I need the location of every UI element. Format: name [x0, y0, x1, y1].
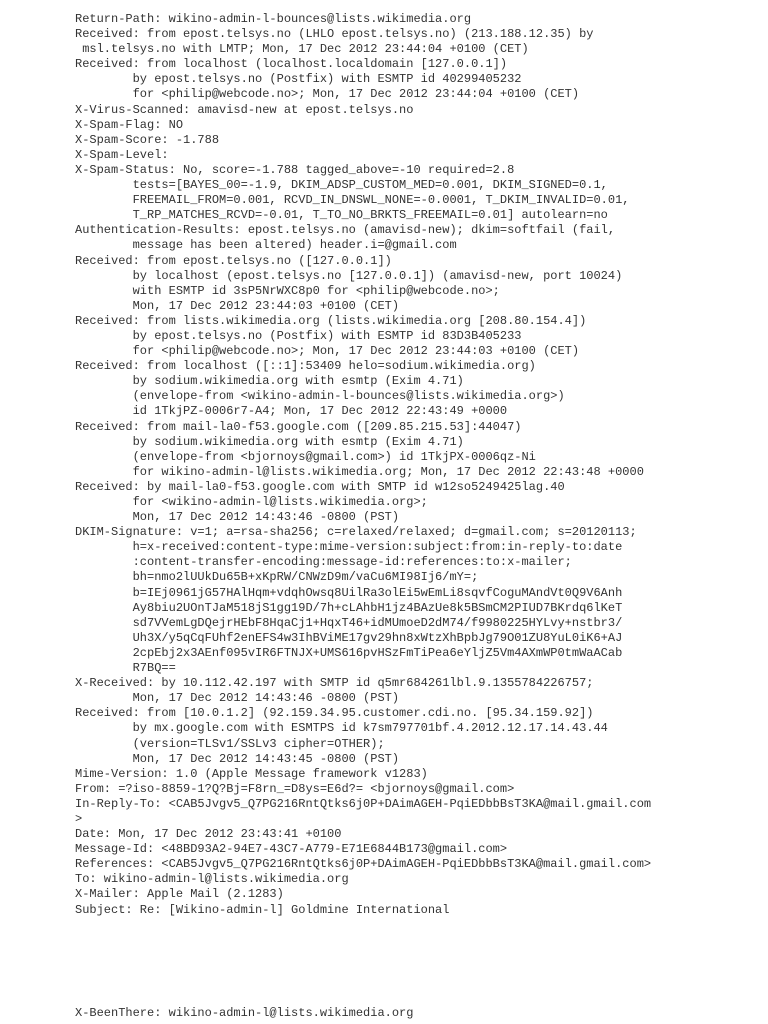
header-line: FREEMAIL_FROM=0.001, RCVD_IN_DNSWL_NONE=-0.0001, T_DKIM_INVALID=0.01,: [75, 193, 630, 208]
email-headers-block: [75, 12, 765, 918]
header-line: with ESMTP id 3sP5NrWXC8p0 for <philip@webcode.no>;: [75, 283, 500, 298]
header-line: by localhost (epost.telsys.no [127.0.0.1]) (amavisd-new, port 10024): [75, 268, 623, 283]
header-line: R7BQ==: [75, 661, 176, 676]
header-line: X-Spam-Score: -1.788: [75, 132, 220, 147]
header-line: From: =?iso-8859-1?Q?Bj=F8rn_=D8ys=E6d?= <bjornoys@gmail.com>: [75, 781, 515, 796]
header-line: In-Reply-To: <CAB5Jvgv5_Q7PG216RntQtks6j0P+DAimAGEH-PqiEDbbBsT3KA@mail.gmail.com: [75, 796, 652, 811]
header-line: Mon, 17 Dec 2012 14:43:46 -0800 (PST): [75, 691, 400, 706]
header-line: T_RP_MATCHES_RCVD=-0.01, T_TO_NO_BRKTS_FREEMAIL=0.01] autolearn=no: [75, 208, 608, 223]
header-line: 2cpEbj2x3AEnf095vIR6FTNJX+UMS616pvHSzFmTiPea6eYljZ5Vm4AXmWP0tmWaACab: [75, 645, 623, 660]
header-line: X-Virus-Scanned: amavisd-new at epost.telsys.no: [75, 102, 414, 117]
header-line: msl.telsys.no with LMTP; Mon, 17 Dec 2012 23:44:04 +0100 (CET): [75, 42, 529, 57]
header-line: Received: from epost.telsys.no (LHLO epost.telsys.no) (213.188.12.35) by: [75, 27, 594, 42]
header-line: Ay8biu2UOnTJaM518jS1gg19D/7h+cLAhbH1jz4BAzUe8k5BSmCM2PIUD7BKrdq6lKeT: [75, 600, 623, 615]
header-line: bh=nmo2lUUkDu65B+xKpRW/CNWzD9m/vaCu6MI98Ij6/mY=;: [75, 570, 479, 585]
header-line: (version=TLSv1/SSLv3 cipher=OTHER);: [75, 736, 385, 751]
header-line: b=IEj0961jG57HAlHqm+vdqhOwsq8UilRa3olEi5wEmLi8sqvfCoguMAndVt0Q9V6Anh: [75, 585, 623, 600]
header-line: Message-Id: <48BD93A2-94E7-43C7-A779-E71E6844B173@gmail.com>: [75, 842, 508, 857]
header-line: Received: from [10.0.1.2] (92.159.34.95.customer.cdi.no. [95.34.159.92]): [75, 706, 594, 721]
header-line: for wikino-admin-l@lists.wikimedia.org; Mon, 17 Dec 2012 22:43:48 +0000: [75, 464, 644, 479]
header-line: (envelope-from <wikino-admin-l-bounces@lists.wikimedia.org>): [75, 389, 565, 404]
header-line: Authentication-Results: epost.telsys.no (amavisd-new); dkim=softfail (fail,: [75, 223, 616, 238]
header-line: Received: from epost.telsys.no ([127.0.0.1]): [75, 253, 392, 268]
header-line: Date: Mon, 17 Dec 2012 23:43:41 +0100: [75, 827, 342, 842]
header-line: Mime-Version: 1.0 (Apple Message framework v1283): [75, 766, 428, 781]
header-line: Received: from mail-la0-f53.google.com ([209.85.215.53]:44047): [75, 419, 522, 434]
header-line: by mx.google.com with ESMTPS id k7sm797701bf.4.2012.12.17.14.43.44: [75, 721, 608, 736]
header-line: X-Spam-Status: No, score=-1.788 tagged_above=-10 required=2.8: [75, 162, 515, 177]
header-line: References: <CAB5Jvgv5_Q7PG216RntQtks6j0P+DAimAGEH-PqiEDbbBsT3KA@mail.gmail.com>: [75, 857, 652, 872]
header-line: by epost.telsys.no (Postfix) with ESMTP id 83D3B405233: [75, 328, 522, 343]
header-line: Mon, 17 Dec 2012 14:43:45 -0800 (PST): [75, 751, 400, 766]
header-line: Subject: Re: [Wikino-admin-l] Goldmine International: [75, 902, 450, 917]
header-line: Received: from lists.wikimedia.org (lists.wikimedia.org [208.80.154.4]): [75, 313, 587, 328]
header-line: Received: from localhost ([::1]:53409 helo=sodium.wikimedia.org): [75, 359, 536, 374]
header-line: message has been altered) header.i=@gmail.com: [75, 238, 457, 253]
header-line: for <philip@webcode.no>; Mon, 17 Dec 2012 23:44:03 +0100 (CET): [75, 344, 580, 359]
header-line: (envelope-from <bjornoys@gmail.com>) id 1TkjPX-0006qz-Ni: [75, 449, 536, 464]
header-line: Mon, 17 Dec 2012 23:44:03 +0100 (CET): [75, 298, 400, 313]
header-line: by sodium.wikimedia.org with esmtp (Exim 4.71): [75, 374, 464, 389]
header-line: To: wikino-admin-l@lists.wikimedia.org: [75, 872, 349, 887]
header-line: X-Spam-Level:: [75, 147, 169, 162]
header-line: X-Spam-Flag: NO: [75, 117, 184, 132]
header-line: Received: by mail-la0-f53.google.com with SMTP id w12so5249425lag.40: [75, 479, 565, 494]
header-line: X-Mailer: Apple Mail (2.1283): [75, 887, 284, 902]
header-line: Uh3X/y5qCqFUhf2enEFS4w3IhBViME17gv29hn8xWtzXhBpbJg79O01ZU8YuL0iK6+AJ: [75, 630, 623, 645]
header-line: Return-Path: wikino-admin-l-bounces@lists.wikimedia.org: [75, 12, 472, 26]
header-line: >: [75, 811, 83, 826]
header-line: X-Received: by 10.112.42.197 with SMTP id q5mr684261lbl.9.1355784226757;: [75, 676, 594, 691]
header-line: h=x-received:content-type:mime-version:subject:from:in-reply-to:date: [75, 540, 623, 555]
header-line: tests=[BAYES_00=-1.9, DKIM_ADSP_CUSTOM_MED=0.001, DKIM_SIGNED=0.1,: [75, 178, 608, 193]
header-line: for <philip@webcode.no>; Mon, 17 Dec 2012 23:44:04 +0100 (CET): [75, 87, 580, 102]
header-line: by sodium.wikimedia.org with esmtp (Exim 4.71): [75, 434, 464, 449]
header-line: DKIM-Signature: v=1; a=rsa-sha256; c=relaxed/relaxed; d=gmail.com; s=20120113;: [75, 525, 637, 540]
header-line-x-beenthere: X-BeenThere: wikino-admin-l@lists.wikimedia.org: [75, 1006, 414, 1020]
header-line: Received: from localhost (localhost.localdomain [127.0.0.1]): [75, 57, 508, 72]
header-line: for <wikino-admin-l@lists.wikimedia.org>;: [75, 495, 428, 509]
header-line: id 1TkjPZ-0006r7-A4; Mon, 17 Dec 2012 22:43:49 +0000: [75, 404, 508, 419]
header-line: :content-transfer-encoding:message-id:references:to:x-mailer;: [75, 555, 572, 570]
header-line: Mon, 17 Dec 2012 14:43:46 -0800 (PST): [75, 510, 400, 525]
header-line: sd7VVemLgDQejrHEbF8HqaCj1+HqxT46+idMUmoeD2dM74/f9980225HYLvy+nstbr3/: [75, 615, 623, 630]
header-line: by epost.telsys.no (Postfix) with ESMTP id 40299405232: [75, 72, 522, 87]
